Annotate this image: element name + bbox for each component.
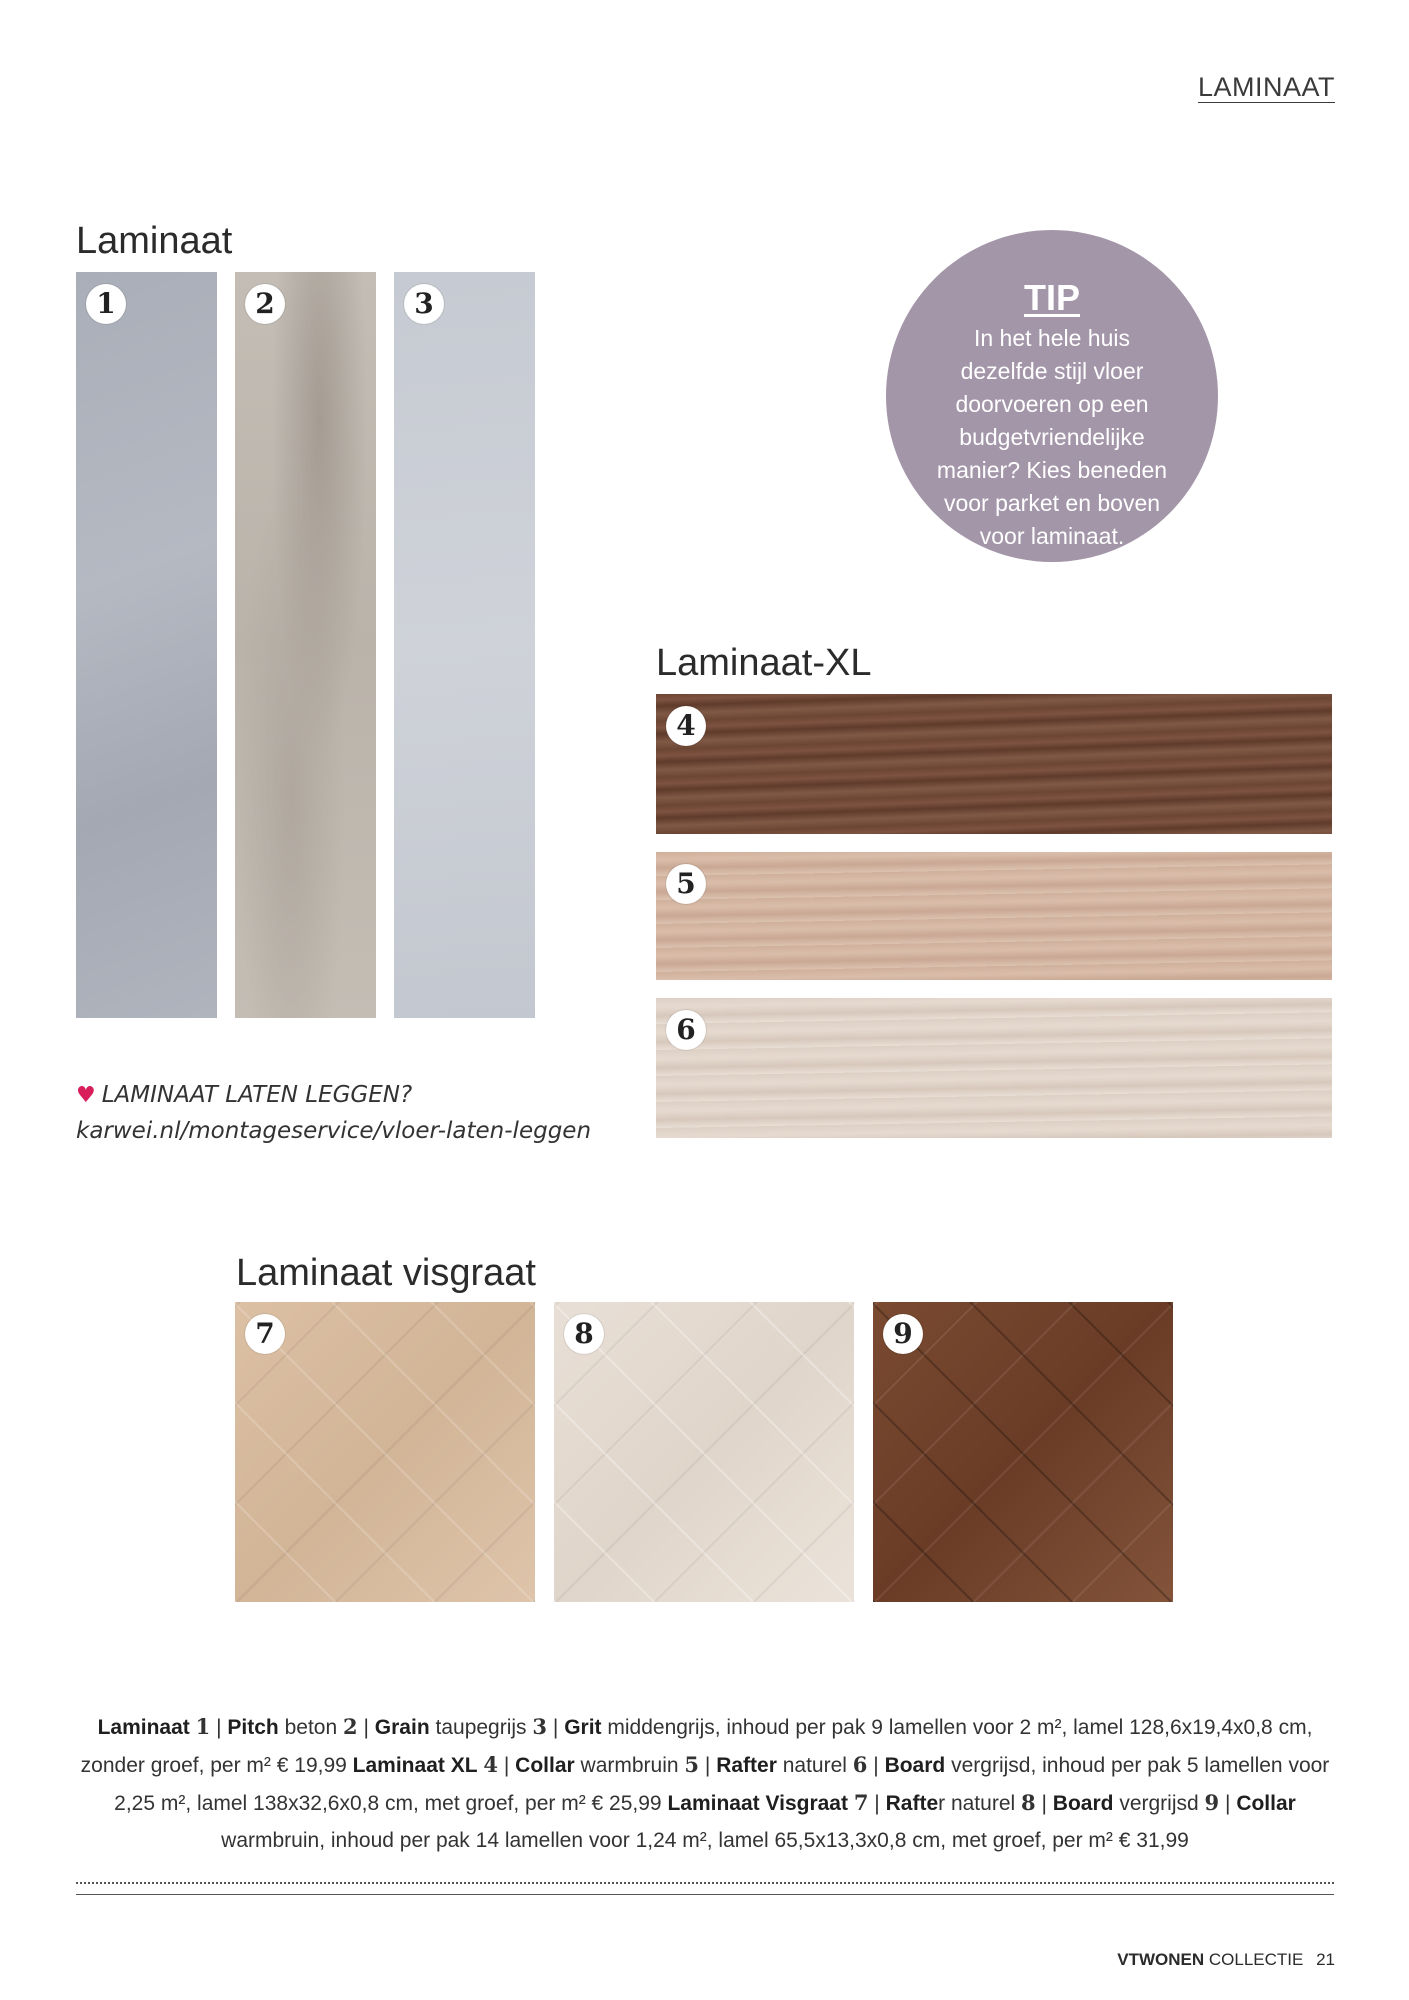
number-badge: 8 bbox=[564, 1314, 604, 1354]
tip-title: TIP bbox=[1023, 277, 1080, 318]
number-badge: 4 bbox=[666, 706, 706, 746]
product-specs bbox=[76, 1708, 1334, 1859]
spec-laminaat-xl: Laminaat XL bbox=[352, 1754, 478, 1777]
service-url[interactable]: karwei.nl/montageservice/vloer-laten-leggen bbox=[76, 1118, 592, 1144]
laminaat-xl-swatch-5 bbox=[656, 852, 1332, 980]
separator: | bbox=[363, 1716, 369, 1739]
tip-circle bbox=[886, 230, 1218, 562]
number-badge: 2 bbox=[245, 284, 285, 324]
visgraat-swatch-8 bbox=[554, 1302, 854, 1602]
number-badge: 9 bbox=[883, 1314, 923, 1354]
laminaat-swatch-3 bbox=[394, 272, 535, 1018]
number-badge: 3 bbox=[404, 284, 444, 324]
separator: | bbox=[216, 1716, 222, 1739]
spec-rafter2: Rafte bbox=[885, 1792, 939, 1815]
spec-board-text: vergrijsd, inhoud per pak 5 lamellen voor 2,25 m², lamel 138x32,6x0,8 cm, met groef, per m² € 25,99 bbox=[114, 1754, 1330, 1815]
spec-grit-text: middengrijs, inhoud per pak 9 lamellen voor 2 m², lamel 128,6x19,4x0,8 cm, zonder groef, per m² € 19,99 bbox=[80, 1716, 1313, 1777]
service-title bbox=[76, 1082, 412, 1108]
spec-collar2: Collar bbox=[1236, 1792, 1296, 1815]
separator: | bbox=[503, 1754, 510, 1777]
tip-text: In het hele huis dezelfde stijl vloer doorvoeren op een budgetvriendelijke manier? Kies beneden voor parket en boven voor laminaat. bbox=[936, 325, 1168, 549]
number-badge: 7 bbox=[245, 1314, 285, 1354]
number-badge: 6 bbox=[666, 1010, 706, 1050]
spec-number: 9 bbox=[1204, 1790, 1220, 1815]
footer-collection: COLLECTIE bbox=[1208, 1950, 1304, 1969]
spec-board2: Board bbox=[1052, 1792, 1114, 1815]
solid-divider bbox=[76, 1894, 1334, 1895]
spec-laminaat-visgraat: Laminaat Visgraat bbox=[667, 1792, 848, 1815]
separator: | bbox=[704, 1754, 711, 1777]
spec-collar2-text: warmbruin, inhoud per pak 14 lamellen voor 1,24 m², lamel 65,5x13,3x0,8 cm, met groef, per m² € 31,99 bbox=[221, 1829, 1189, 1852]
spec-grain-color: taupegrijs bbox=[435, 1716, 527, 1739]
spec-collar-color: warmbruin bbox=[580, 1754, 679, 1777]
separator: | bbox=[1225, 1792, 1231, 1815]
spec-rafter-color: naturel bbox=[782, 1754, 847, 1777]
spec-number: 2 bbox=[343, 1714, 358, 1739]
spec-number: 4 bbox=[483, 1752, 499, 1777]
spec-pitch: Pitch bbox=[227, 1716, 279, 1739]
spec-board: Board bbox=[884, 1754, 946, 1777]
heart-icon: ♥ bbox=[76, 1083, 96, 1108]
visgraat-swatch-9 bbox=[873, 1302, 1173, 1602]
laminaat-heading: Laminaat bbox=[76, 220, 233, 262]
page-number: 21 bbox=[1316, 1950, 1335, 1969]
section-label: LAMINAAT bbox=[1197, 72, 1335, 102]
laminaat-xl-swatch-4 bbox=[656, 694, 1332, 834]
spec-grain: Grain bbox=[374, 1716, 430, 1739]
separator: | bbox=[1041, 1792, 1047, 1815]
visgraat-heading: Laminaat visgraat bbox=[236, 1252, 536, 1294]
visgraat-swatch-7 bbox=[235, 1302, 535, 1602]
laminaat-xl-swatch-6 bbox=[656, 998, 1332, 1138]
spec-rafter: Rafter bbox=[716, 1754, 777, 1777]
footer-brand: VTWONEN bbox=[1117, 1950, 1205, 1969]
spec-grit: Grit bbox=[564, 1716, 602, 1739]
page-footer bbox=[1117, 1950, 1335, 1970]
separator: | bbox=[874, 1792, 880, 1815]
spec-number: 3 bbox=[532, 1714, 548, 1739]
spec-number: 7 bbox=[853, 1790, 869, 1815]
dotted-divider bbox=[76, 1882, 1334, 1884]
spec-number: 5 bbox=[684, 1752, 700, 1777]
spec-number: 1 bbox=[195, 1714, 211, 1739]
number-badge: 1 bbox=[86, 284, 126, 324]
spec-pitch-color: beton bbox=[284, 1716, 338, 1739]
spec-board2-color: vergrijsd bbox=[1119, 1792, 1199, 1815]
laminaat-xl-heading: Laminaat-XL bbox=[656, 642, 872, 684]
laminaat-swatch-1 bbox=[76, 272, 217, 1018]
spec-collar: Collar bbox=[515, 1754, 575, 1777]
separator: | bbox=[873, 1754, 879, 1777]
spec-number: 6 bbox=[852, 1752, 868, 1777]
laminaat-swatch-2 bbox=[235, 272, 376, 1018]
service-title-text: LAMINAAT LATEN LEGGEN? bbox=[101, 1082, 413, 1108]
number-badge: 5 bbox=[666, 864, 706, 904]
separator: | bbox=[552, 1716, 559, 1739]
spec-laminaat: Laminaat bbox=[97, 1716, 190, 1739]
spec-number: 8 bbox=[1021, 1790, 1036, 1815]
spec-rafter2-rest: r naturel bbox=[938, 1792, 1016, 1815]
